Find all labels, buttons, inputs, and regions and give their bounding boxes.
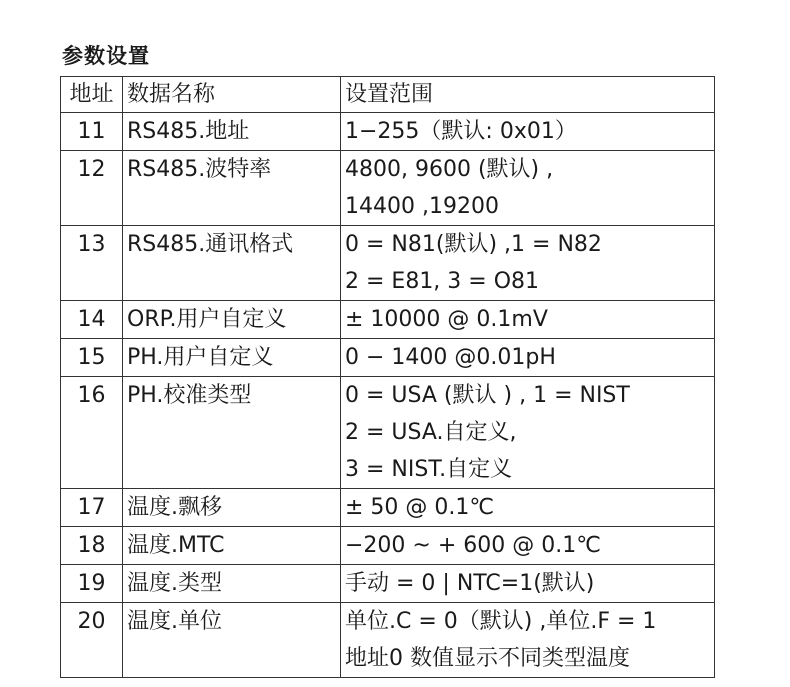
cell-name: PH.用户自定义 (123, 339, 341, 377)
range-line: ± 10000 @ 0.1mV (345, 307, 548, 332)
cell-name: ORP.用户自定义 (123, 301, 341, 339)
table-row (61, 489, 715, 527)
cell-name: RS485.地址 (123, 113, 341, 151)
cell-name: RS485.波特率 (123, 151, 341, 226)
range-line: 0 − 1400 @0.01pH (345, 345, 556, 370)
table-row (61, 301, 715, 339)
table-row (61, 565, 715, 603)
cell-range (341, 151, 715, 226)
cell-name: 温度.飘移 (123, 489, 341, 527)
table-row (61, 113, 715, 151)
table-row (61, 527, 715, 565)
table-row (61, 603, 715, 678)
cell-address: 12 (61, 151, 123, 226)
range-line: 4800, 9600 (默认) , (345, 157, 554, 182)
table-row (61, 377, 715, 489)
cell-address: 20 (61, 603, 123, 678)
cell-address: 17 (61, 489, 123, 527)
range-line: 单位.C = 0（默认) ,单位.F = 1 (345, 609, 657, 634)
range-line: 0 = N81(默认) ,1 = N82 (345, 232, 602, 257)
cell-name: PH.校准类型 (123, 377, 341, 489)
cell-range (341, 489, 715, 527)
cell-range (341, 339, 715, 377)
cell-range (341, 226, 715, 301)
cell-range (341, 603, 715, 678)
cell-range (341, 377, 715, 489)
cell-address: 11 (61, 113, 123, 151)
cell-range (341, 301, 715, 339)
table-header-row (61, 77, 715, 113)
cell-address: 15 (61, 339, 123, 377)
cell-name: RS485.通讯格式 (123, 226, 341, 301)
range-line: 2 = USA.自定义, (345, 420, 517, 445)
range-line: 2 = E81, 3 = O81 (345, 269, 540, 294)
table-row (61, 226, 715, 301)
column-header-range: 设置范围 (341, 77, 715, 113)
cell-range (341, 113, 715, 151)
range-line: −200 ~ + 600 @ 0.1℃ (345, 533, 601, 558)
cell-address: 19 (61, 565, 123, 603)
cell-name: 温度.类型 (123, 565, 341, 603)
table-row (61, 151, 715, 226)
range-line: ± 50 @ 0.1℃ (345, 495, 495, 520)
parameter-table (60, 76, 715, 678)
cell-address: 18 (61, 527, 123, 565)
cell-range (341, 565, 715, 603)
table-row (61, 339, 715, 377)
range-line: 14400 ,19200 (345, 194, 499, 219)
range-line: 0 = USA (默认 ) , 1 = NIST (345, 383, 630, 408)
page-title: 参数设置 (62, 44, 150, 68)
range-line: 1−255（默认: 0x01） (345, 119, 577, 144)
range-line: 地址0 数值显示不同类型温度 (345, 646, 630, 671)
column-header-name: 数据名称 (123, 77, 341, 113)
cell-name: 温度.MTC (123, 527, 341, 565)
cell-address: 13 (61, 226, 123, 301)
column-header-address: 地址 (61, 77, 123, 113)
cell-address: 16 (61, 377, 123, 489)
cell-address: 14 (61, 301, 123, 339)
range-line: 手动 = 0 | NTC=1(默认) (345, 571, 595, 596)
cell-range (341, 527, 715, 565)
range-line: 3 = NIST.自定义 (345, 457, 513, 482)
cell-name: 温度.单位 (123, 603, 341, 678)
